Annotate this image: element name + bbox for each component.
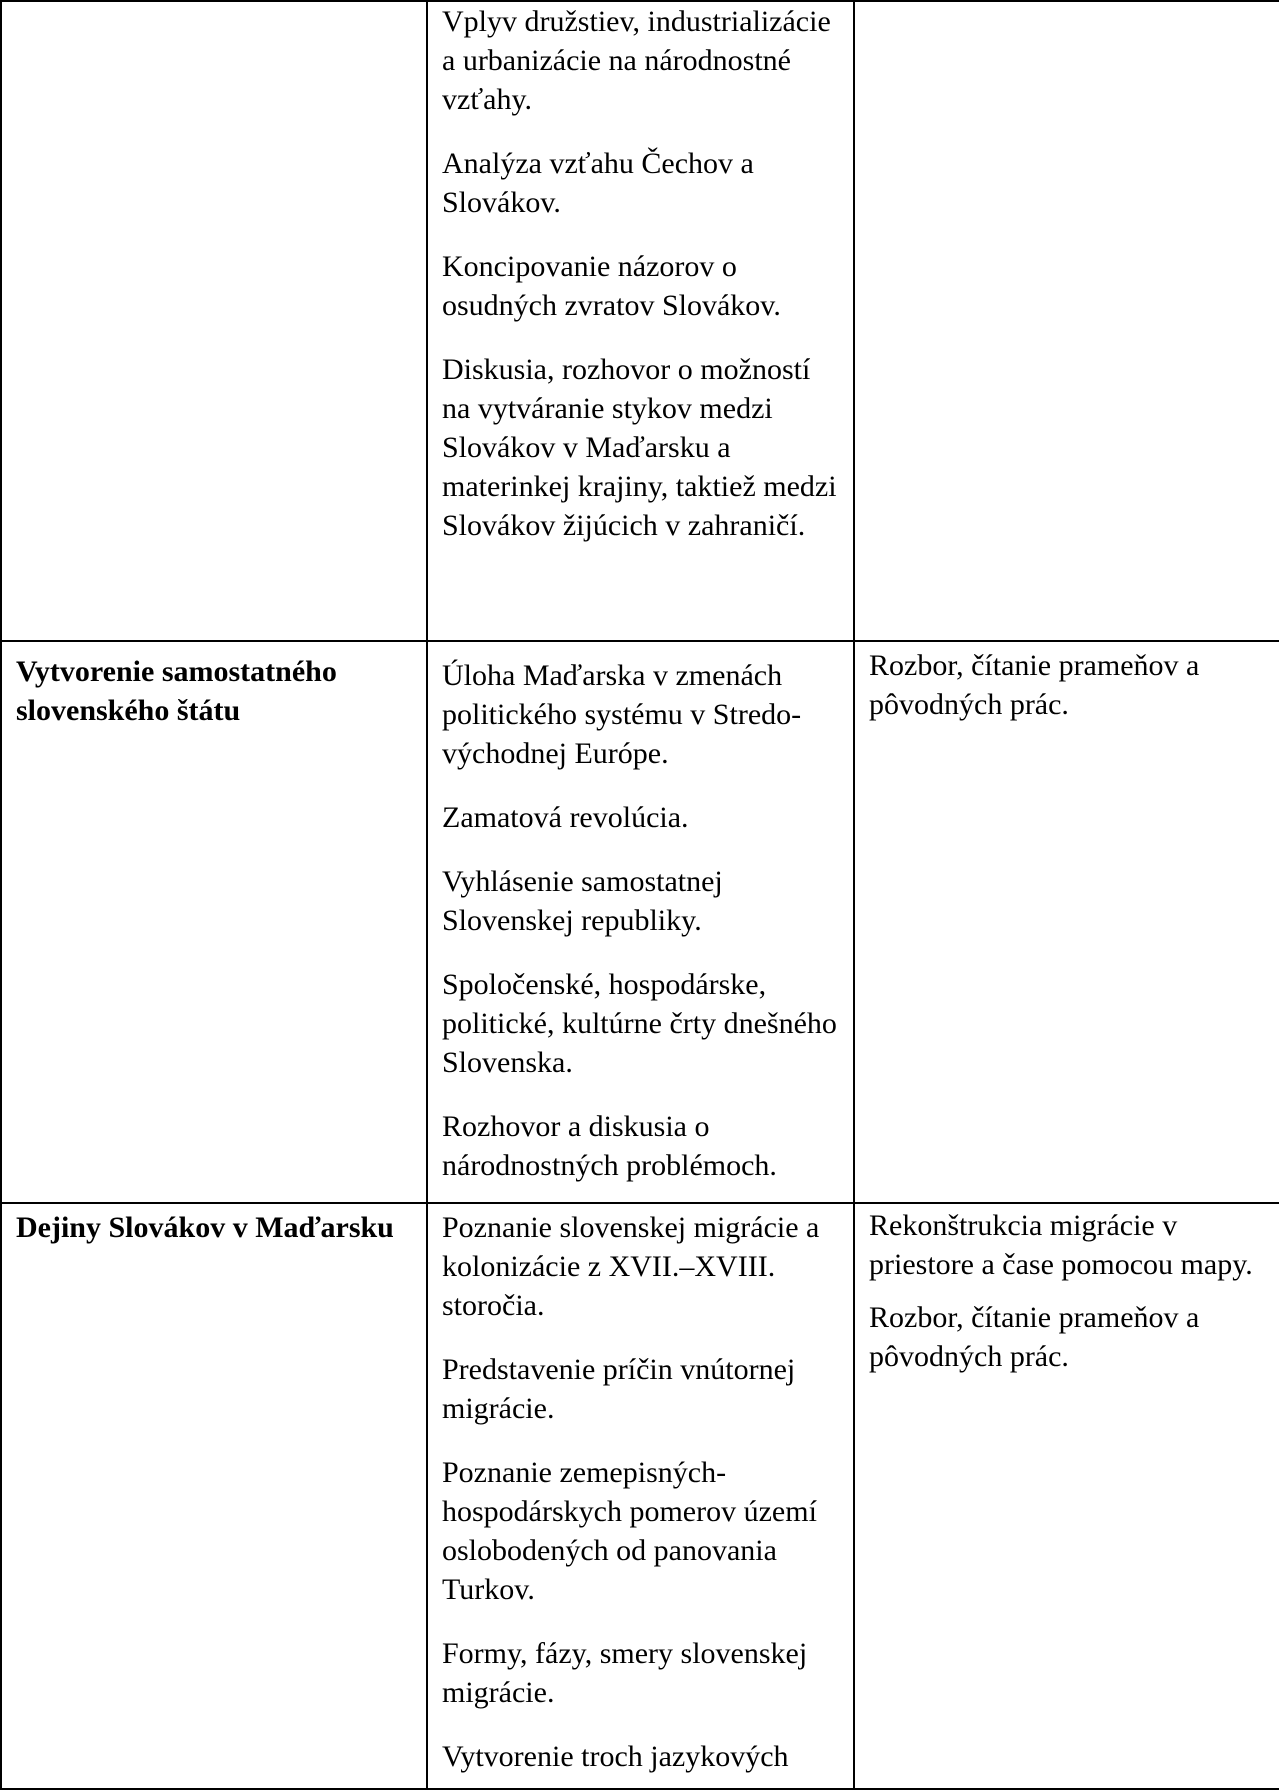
methods-paragraph: Rozbor, čítanie prameňov a pôvodných prác. — [869, 1301, 1200, 1373]
content-cell — [427, 641, 854, 1203]
content-paragraph: Analýza vzťahu Čechov a Slovákov. — [442, 147, 754, 219]
content-paragraph: Vplyv družstiev, industrializácie a urbanizácie na národnostné vzťahy. — [442, 5, 831, 116]
table-row — [1, 641, 1279, 1203]
content-paragraph: Formy, fázy, smery slovenskej migrácie. — [442, 1637, 808, 1709]
table-row — [1, 1203, 1279, 1789]
table-row — [1, 1, 1279, 641]
topic-text: Vytvorenie samostatného slovenského štátu — [16, 655, 337, 727]
topic-text — [2, 2, 426, 12]
content-paragraph: Spoločenské, hospodárske, politické, kultúrne črty dnešného Slovenska. — [442, 968, 837, 1079]
methods-cell — [854, 1203, 1279, 1789]
topic-text: Dejiny Slovákov v Maďarsku — [16, 1211, 394, 1244]
content-paragraph: Diskusia, rozhovor o možností na vytváranie stykov medzi Slovákov v Maďarsku a materinkej krajiny, taktiež medzi Slovákov žijúcich v zahraničí. — [442, 353, 837, 542]
topic-cell — [1, 1, 427, 641]
content-paragraph: Poznanie zemepisných-hospodárskych pomerov území oslobodených od panovania Turkov. — [442, 1456, 817, 1606]
content-paragraph: Rozhovor a diskusia o národnostných problémoch. — [442, 1110, 777, 1182]
content-paragraph: Poznanie slovenskej migrácie a kolonizácie z XVII.–XVIII. storočia. — [442, 1211, 820, 1322]
content-paragraph: Predstavenie príčin vnútornej migrácie. — [442, 1353, 796, 1425]
content-paragraph: Úloha Maďarska v zmenách politického systému v Stredo-východnej Európe. — [442, 659, 802, 770]
content-cell — [427, 1203, 854, 1789]
topic-cell — [1, 641, 427, 1203]
content-paragraph: Zamatová revolúcia. — [442, 801, 689, 834]
methods-cell — [854, 641, 1279, 1203]
topic-cell — [1, 1203, 427, 1789]
content-cell — [427, 1, 854, 641]
content-paragraph: Vytvorenie troch jazykových — [442, 1740, 789, 1773]
methods-cell — [854, 1, 1279, 641]
content-paragraph: Koncipovanie názorov o osudných zvratov Slovákov. — [442, 250, 781, 322]
methods-paragraph: Rozbor, čítanie prameňov a pôvodných prác. — [869, 649, 1200, 721]
methods-paragraph: Rekonštrukcia migrácie v priestore a čase pomocou mapy. — [869, 1209, 1253, 1281]
content-paragraph: Vyhlásenie samostatnej Slovenskej republiky. — [442, 865, 723, 937]
